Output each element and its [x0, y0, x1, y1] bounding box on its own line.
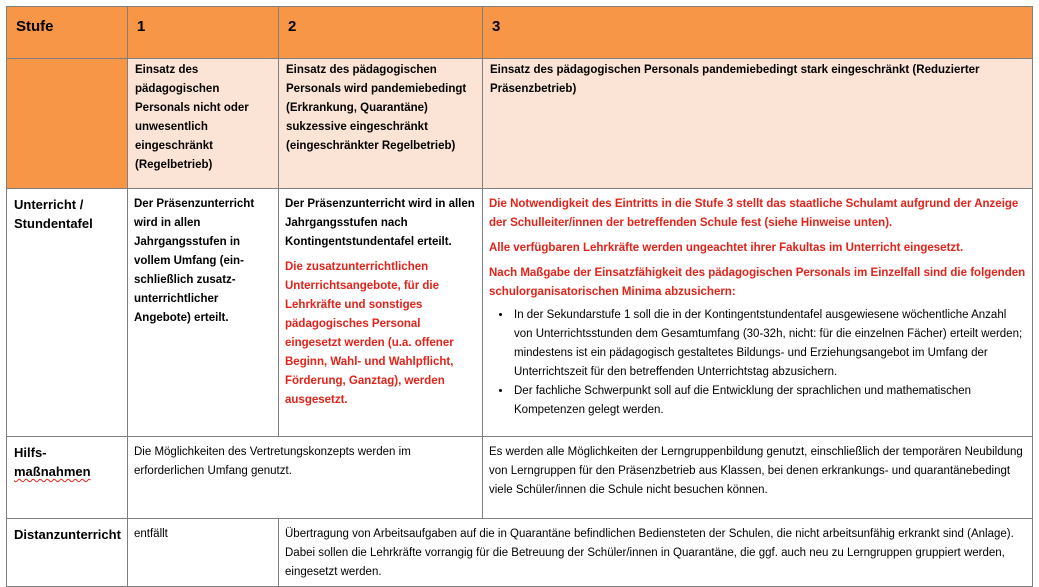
- bullet-item: • Der fachliche Schwerpunkt soll auf die Entwicklung der sprachlichen und mathematischen Kompetenzen gelegt werden.: [512, 382, 1026, 420]
- distanzunterricht-stufe-1: entfällt: [128, 519, 279, 587]
- header-stufe-3: 3: [483, 7, 1033, 59]
- hilfsmassnahmen-stufe-1-2: Die Möglichkeiten des Vertretungskonzepts werden im erforderlichen Umfang genutzt.: [128, 437, 483, 519]
- header-row: [7, 7, 1033, 59]
- level-1-description: Einsatz des pädagogischen Personals nicht oder unwesentlich eingeschränkt (Regelbetrieb): [128, 59, 279, 189]
- bullet-item: • In der Sekundarstufe 1 soll die in der Kontingentstundentafel ausgewiesene wöchentliche Anzahl von Unterrichtsstunden dem Gesamtumfang (30-32h, nicht: für die einzelnen Fächer) erteilt werden; mindestens ist ein pädagogisch gestaltetes Bildungs- und Erziehungsangebot im Umfang der Unterrichtszeit für den betreffenden Unterrichtstag abzusichern.: [512, 306, 1026, 382]
- header-stufe: Stufe: [7, 7, 128, 59]
- unterricht-label-line1: Unterricht /: [14, 197, 84, 212]
- header-stufe-1: 1: [128, 7, 279, 59]
- distanzunterricht-label: Distanzunterricht: [7, 519, 128, 587]
- distanzunterricht-row: [7, 519, 1033, 587]
- unterricht-stufe-2-red-text: Die zusatzunterrichtlichen Unterrichtsangebote, für die Lehrkräfte und sonstiges pädagogisches Personal eingesetzt werden (u.a. offener Beginn, Wahl- und Wahlpflicht, Förderung, Ganztag), werden ausgesetzt.: [285, 261, 454, 406]
- spellcheck-underlined-word: maßnahmen: [14, 464, 91, 479]
- hilfs-label-line1: Hilfs-: [14, 445, 47, 460]
- unterricht-stufe-3: [483, 189, 1033, 437]
- distanzunterricht-stufe-2-3: Übertragung von Arbeitsaufgaben auf die in Quarantäne befindlichen Bediensteten der Schulen, die nicht arbeitsunfähig erkrankt sind (Anlage). Dabei sollen die Lehrkräfte vorrangig für die Betreuung der Schüler/innen in Quarantäne, die ggf. auch neu zu Lerngruppen gruppiert werden, eingesetzt werden.: [279, 519, 1033, 587]
- unterricht-row: [7, 189, 1033, 437]
- stufen-table: [6, 6, 1033, 587]
- hilfsmassnahmen-label: [7, 437, 128, 519]
- hilfsmassnahmen-row: [7, 437, 1033, 519]
- unterricht-stufe-3-red-3: Nach Maßgabe der Einsatzfähigkeit des pädagogischen Personals im Einzelfall sind die folgenden schulorganisatorischen Minima abzusichern:: [489, 267, 1026, 298]
- level-description-row: [7, 59, 1033, 189]
- unterricht-stufe-3-red-1: Die Notwendigkeit des Eintritts in die Stufe 3 stellt das staatliche Schulamt aufgrund der Anzeige der Schulleiter/innen der betreffenden Schule fest (siehe Hinweise unten).: [489, 198, 1019, 229]
- level-2-description: Einsatz des pädagogischen Personals wird pandemiebedingt (Erkrankung, Quarantäne) sukzessive eingeschränkt (eingeschränkter Regelbetrieb): [279, 59, 483, 189]
- unterricht-stufe-3-bullets: [489, 306, 1026, 420]
- hilfsmassnahmen-stufe-3: Es werden alle Möglichkeiten der Lerngruppenbildung genutzt, einschließlich der temporären Neubildung von Lerngruppen für den Präsenzbetrieb aus Klassen, bei denen erkrankungs- und quarantänebedingt viele Schüler/innen die Schule nicht besuchen können.: [483, 437, 1033, 519]
- header-stufe-2: 2: [279, 7, 483, 59]
- hilfs-label-line2: [14, 462, 121, 481]
- unterricht-stufe-2-text: Der Präsenzunterricht wird in allen Jahrgangsstufen nach Kontingentstundentafel erteilt.: [285, 198, 475, 248]
- unterricht-stufe-1: Der Präsenzunterricht wird in allen Jahrgangsstufen in vollem Umfang (ein-schließlich zusatz-unterrichtlicher Angebote) erteilt.: [128, 189, 279, 437]
- unterricht-label-line2: Stundentafel: [14, 216, 93, 231]
- level-3-description: Einsatz des pädagogischen Personals pandemiebedingt stark eingeschränkt (Reduzierter Präsenzbetrieb): [483, 59, 1033, 189]
- level-row-label: [7, 59, 128, 189]
- unterricht-stufe-3-red-2: Alle verfügbaren Lehrkräfte werden ungeachtet ihrer Fakultas im Unterricht eingesetzt.: [489, 242, 964, 254]
- unterricht-label: [7, 189, 128, 437]
- unterricht-stufe-2: [279, 189, 483, 437]
